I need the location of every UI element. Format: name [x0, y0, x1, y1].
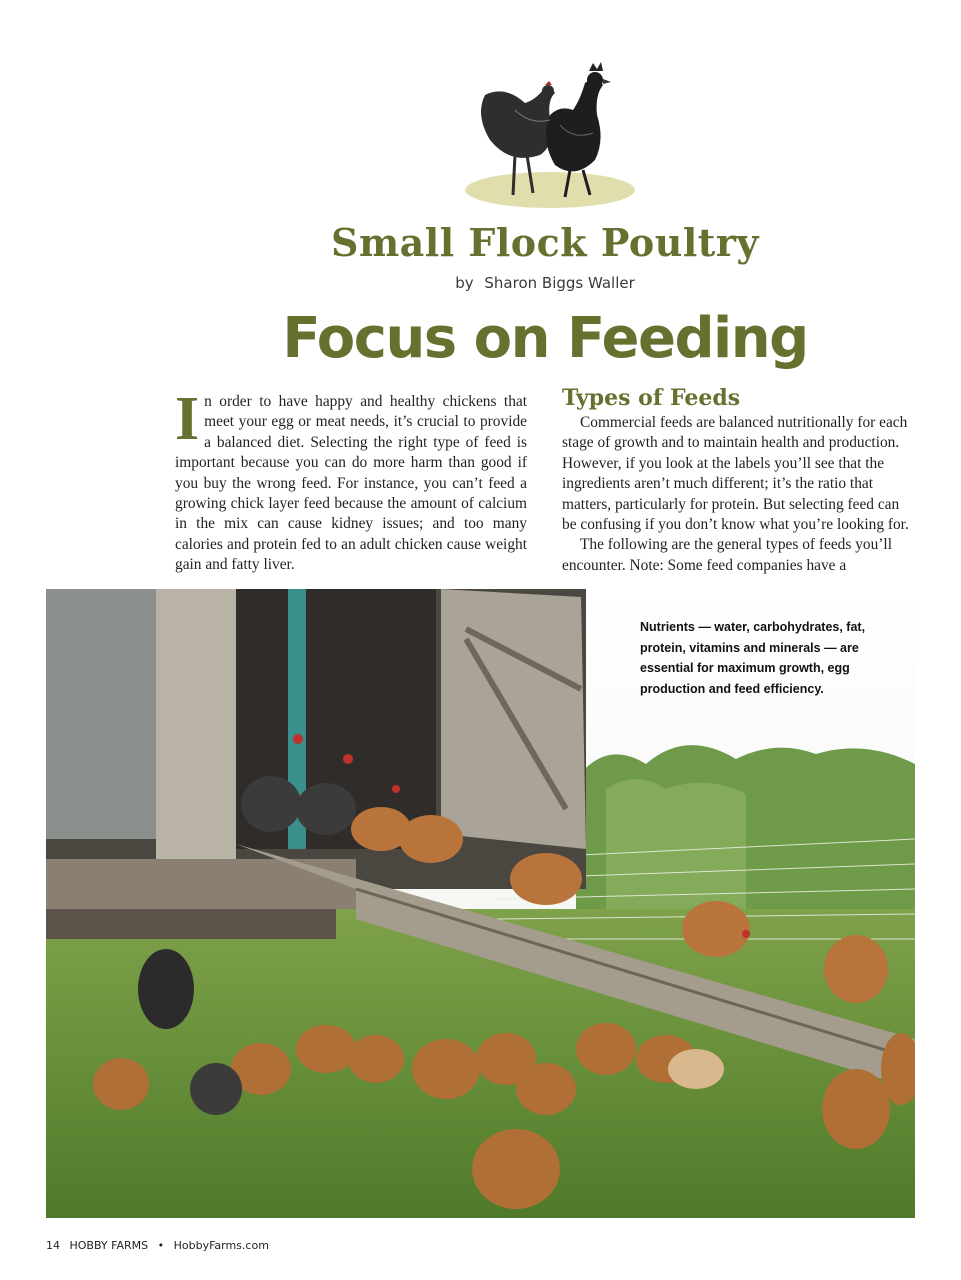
intro-paragraph: n order to have happy and healthy chickens that meet your egg or meat needs, it’s crucial to provide a balanced diet. Selecting the right type of feed is important because you can do more harm than good if you buy the wrong feed. For instance, you can’t feed a growing chick layer feed because the amount of calcium in the mix can cause kidney issues; and too many calories and protein fed to an adult chicken cause weight gain and fatty liver.: [175, 393, 527, 574]
magazine-website: HobbyFarms.com: [173, 1239, 269, 1252]
feeds-paragraph-2: The following are the general types of feeds you’ll encounter. Note: Some feed companies have a: [562, 536, 892, 574]
drop-cap: I: [175, 385, 200, 453]
page-number: 14: [46, 1239, 60, 1252]
section-title: Small Flock Poultry: [331, 220, 759, 265]
types-of-feeds-column: [562, 384, 914, 576]
footer-separator: •: [157, 1239, 165, 1252]
byline-author: Sharon Biggs Waller: [484, 274, 635, 292]
article-headline: Focus on Feeding: [282, 306, 808, 371]
rooster-hen-illustration: [455, 55, 635, 215]
page-footer: [46, 1239, 275, 1252]
byline: [300, 274, 790, 292]
byline-prefix: by: [455, 274, 474, 292]
magazine-name: HOBBY FARMS: [69, 1239, 149, 1252]
feeds-paragraph-1: Commercial feeds are balanced nutritionally for each stage of growth and to maintain health and production. However, if you look at the labels you’ll see that the ingredients aren’t much different; it’s the ratio that matters, particularly for protein. But selecting feed can be confusing if you don’t know what you’re looking for.: [562, 414, 909, 534]
intro-column: [175, 385, 527, 576]
types-of-feeds-heading: Types of Feeds: [562, 385, 741, 411]
photo-caption: Nutrients — water, carbohydrates, fat, protein, vitamins and minerals — are essential for maximum growth, egg production and feed efficiency.: [640, 620, 866, 696]
